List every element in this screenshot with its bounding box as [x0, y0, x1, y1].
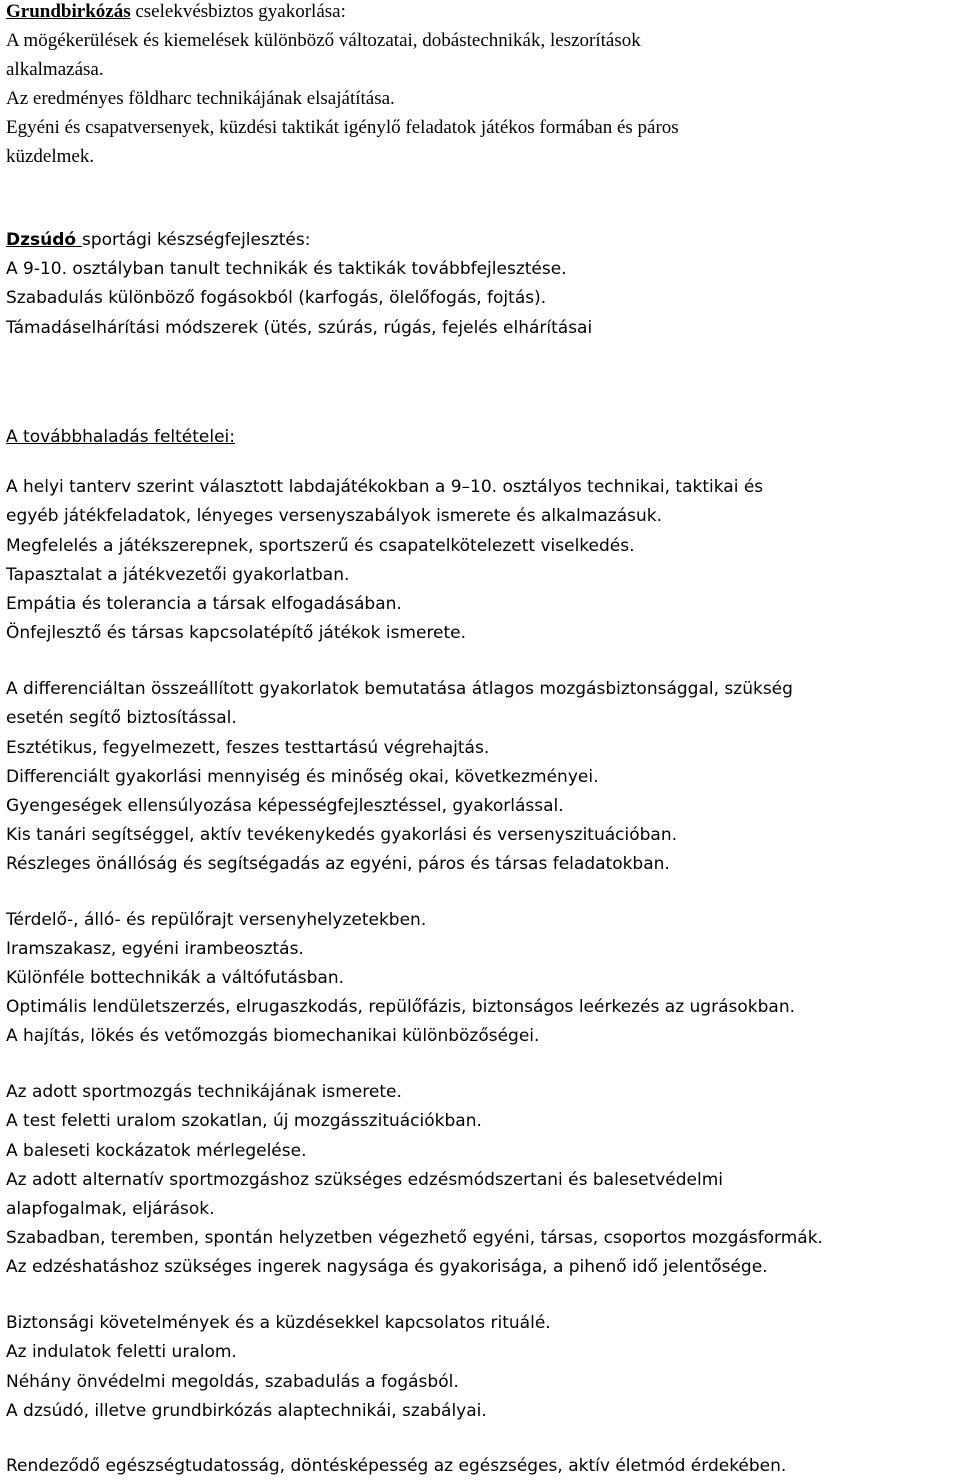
text-line: Iramszakasz, egyéni irambeosztás.: [6, 939, 304, 959]
text-line: Az indulatok feletti uralom.: [6, 1342, 237, 1362]
text-line: Optimális lendületszerzés, elrugaszkodás, repülőfázis, biztonságos leérkezés az ugrásokban.: [6, 997, 795, 1017]
heading-keyword: Dzsúdó: [6, 230, 82, 250]
text-line: A dzsúdó, illetve grundbirkózás alaptechnikái, szabályai.: [6, 1401, 487, 1421]
section-heading-grundbirkozas: [6, 0, 346, 26]
text-line: Részleges önállóság és segítségadás az egyéni, páros és társas feladatokban.: [6, 854, 670, 874]
text-line: esetén segítő biztosítással.: [6, 708, 237, 728]
text-line: A mögékerülések és kiemelések különböző változatai, dobástechnikák, leszorítások: [6, 30, 641, 51]
text-line: Az adott alternatív sportmozgáshoz szükséges edzésmódszertani és balesetvédelmi: [6, 1170, 724, 1190]
text-line: Megfelelés a játékszerepnek, sportszerű és csapatelkötelezett viselkedés.: [6, 536, 635, 556]
text-line: Kis tanári segítséggel, aktív tevékenykedés gyakorlási és versenyszituációban.: [6, 825, 678, 845]
text-line: Esztétikus, fegyelmezett, feszes testtartású végrehajtás.: [6, 738, 490, 758]
text-line: A 9-10. osztályban tanult technikák és taktikák továbbfejlesztése.: [6, 259, 567, 279]
heading-keyword: Grundbirkózás: [6, 1, 131, 22]
text-line: A helyi tanterv szerint választott labdajátékokban a 9–10. osztályos technikai, taktikai és: [6, 477, 764, 497]
text-line: Differenciált gyakorlási mennyiség és minőség okai, következményei.: [6, 767, 599, 787]
text-line: Támadáselhárítási módszerek (ütés, szúrás, rúgás, fejelés elhárításai: [6, 318, 593, 338]
text-line: Az adott sportmozgás technikájának ismerete.: [6, 1082, 402, 1102]
text-line: egyéb játékfeladatok, lényeges versenyszabályok ismerete és alkalmazásuk.: [6, 506, 663, 526]
section-heading-dzsudo: [6, 228, 310, 254]
text-line: Empátia és tolerancia a társak elfogadásában.: [6, 594, 402, 614]
text-line: A baleseti kockázatok mérlegelése.: [6, 1141, 307, 1161]
text-line: Az eredményes földharc technikájának elsajátítása.: [6, 88, 395, 109]
text-line: Szabadulás különböző fogásokból (karfogás, ölelőfogás, fojtás).: [6, 288, 547, 308]
text-line: alapfogalmak, eljárások.: [6, 1199, 215, 1219]
text-line: Különféle bottechnikák a váltófutásban.: [6, 968, 344, 988]
text-line: Szabadban, teremben, spontán helyzetben végezhető egyéni, társas, csoportos mozgásformák.: [6, 1228, 823, 1248]
text-line: Az edzéshatáshoz szükséges ingerek nagysága és gyakorisága, a pihenő idő jelentősége.: [6, 1257, 768, 1277]
text-line: Gyengeségek ellensúlyozása képességfejlesztéssel, gyakorlással.: [6, 796, 564, 816]
text-line: A hajítás, lökés és vetőmozgás biomechanikai különbözőségei.: [6, 1026, 540, 1046]
text-line: A differenciáltan összeállított gyakorlatok bemutatása átlagos mozgásbiztonsággal, szükség: [6, 679, 793, 699]
heading-text: cselekvésbiztos gyakorlása:: [130, 1, 346, 22]
text-line: Rendeződő egészségtudatosság, döntésképesség az egészséges, aktív életmód érdekében.: [6, 1456, 787, 1476]
section-heading-tovabbhaladas: A továbbhaladás feltételei:: [6, 427, 236, 447]
text-line: Egyéni és csapatversenyek, küzdési taktikát igénylő feladatok játékos formában és páros: [6, 117, 679, 138]
text-line: A test feletti uralom szokatlan, új mozgásszituációkban.: [6, 1111, 482, 1131]
heading-text: sportági készségfejlesztés:: [82, 230, 311, 250]
text-line: Tapasztalat a játékvezetői gyakorlatban.: [6, 565, 350, 585]
text-line: Térdelő-, álló- és repülőrajt versenyhelyzetekben.: [6, 910, 427, 930]
text-line: Önfejlesztő és társas kapcsolatépítő játékok ismerete.: [6, 623, 467, 643]
text-line: Néhány önvédelmi megoldás, szabadulás a fogásból.: [6, 1372, 459, 1392]
text-line: Biztonsági követelmények és a küzdésekkel kapcsolatos rituálé.: [6, 1313, 551, 1333]
text-line: alkalmazása.: [6, 59, 104, 80]
text-line: küzdelmek.: [6, 146, 95, 167]
